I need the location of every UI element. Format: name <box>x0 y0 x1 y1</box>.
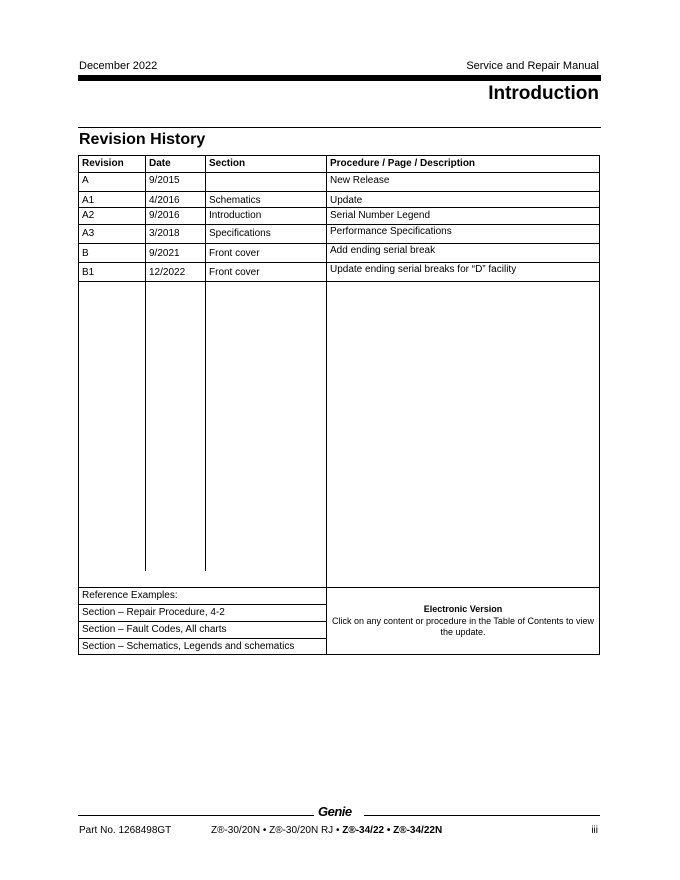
footer-page-number: iii <box>591 825 598 836</box>
electronic-version-title: Electronic Version <box>423 604 503 614</box>
column-header-revision: Revision <box>82 158 124 169</box>
reference-heading <box>79 587 326 604</box>
reference-top-rule <box>79 587 599 588</box>
cell-revision: A1 <box>82 195 95 206</box>
cell-date: 12/2022 <box>149 267 186 278</box>
column-header-date: Date <box>149 158 171 169</box>
table-row <box>79 208 599 225</box>
cell-description: Update <box>330 195 363 206</box>
electronic-version-text: Click on any content or procedure in the Table of Contents to view the update. <box>332 616 594 637</box>
footer-rule-left <box>78 815 314 816</box>
revision-table <box>78 155 600 655</box>
column-header-section: Section <box>209 158 246 169</box>
reference-heading-text: Reference Examples: <box>82 590 178 601</box>
table-row <box>79 244 599 263</box>
reference-example-text: Section – Repair Procedure, 4-2 <box>82 607 225 618</box>
section-rule <box>78 127 601 128</box>
table-row <box>79 192 599 208</box>
cell-revision: A3 <box>82 228 95 239</box>
column-divider <box>145 156 146 571</box>
cell-date: 9/2015 <box>149 175 180 186</box>
cell-date: 9/2016 <box>149 210 180 221</box>
table-row <box>79 225 599 244</box>
section-title: Revision History <box>79 131 206 148</box>
cell-section: Specifications <box>209 228 271 239</box>
cell-revision: B1 <box>82 267 95 278</box>
reference-example <box>79 621 326 638</box>
reference-example-text: Section – Schematics, Legends and schematics <box>82 641 295 652</box>
cell-revision: B <box>82 248 89 259</box>
cell-section: Schematics <box>209 195 261 206</box>
table-row <box>79 173 599 192</box>
footer-rule-right <box>364 815 600 816</box>
cell-description: Performance Specifications <box>330 226 452 237</box>
cell-section: Introduction <box>209 210 262 221</box>
header-rule <box>78 75 601 81</box>
electronic-version-box <box>331 604 595 638</box>
cell-date: 3/2018 <box>149 228 180 239</box>
header-date: December 2022 <box>79 60 158 72</box>
column-header-description: Procedure / Page / Description <box>330 158 476 169</box>
reference-example <box>79 638 326 654</box>
cell-section: Front cover <box>209 248 260 259</box>
reference-example-text: Section – Fault Codes, All charts <box>82 624 227 635</box>
page-title: Introduction <box>488 83 599 104</box>
footer-models-bold: Z®-34/22 • Z®-34/22N <box>342 825 443 836</box>
cell-date: 9/2021 <box>149 248 180 259</box>
cell-revision: A2 <box>82 210 95 221</box>
cell-revision: A <box>82 175 89 186</box>
footer-part-no: Part No. 1268498GT <box>79 825 172 836</box>
table-header-row <box>79 156 599 173</box>
footer-models <box>211 825 442 836</box>
cell-description: New Release <box>330 175 390 186</box>
column-divider <box>326 156 327 654</box>
cell-date: 4/2016 <box>149 195 180 206</box>
cell-description: Add ending serial break <box>330 245 436 256</box>
footer-models-regular: Z®-30/20N • Z®-30/20N RJ • <box>211 825 343 836</box>
genie-logo: Genie <box>318 804 352 819</box>
column-divider <box>205 156 206 571</box>
cell-description: Serial Number Legend <box>330 210 431 221</box>
header-manual-title: Service and Repair Manual <box>466 60 599 72</box>
table-row <box>79 263 599 282</box>
reference-example <box>79 604 326 621</box>
cell-section: Front cover <box>209 267 260 278</box>
cell-description: Update ending serial breaks for “D” facility <box>330 264 517 275</box>
